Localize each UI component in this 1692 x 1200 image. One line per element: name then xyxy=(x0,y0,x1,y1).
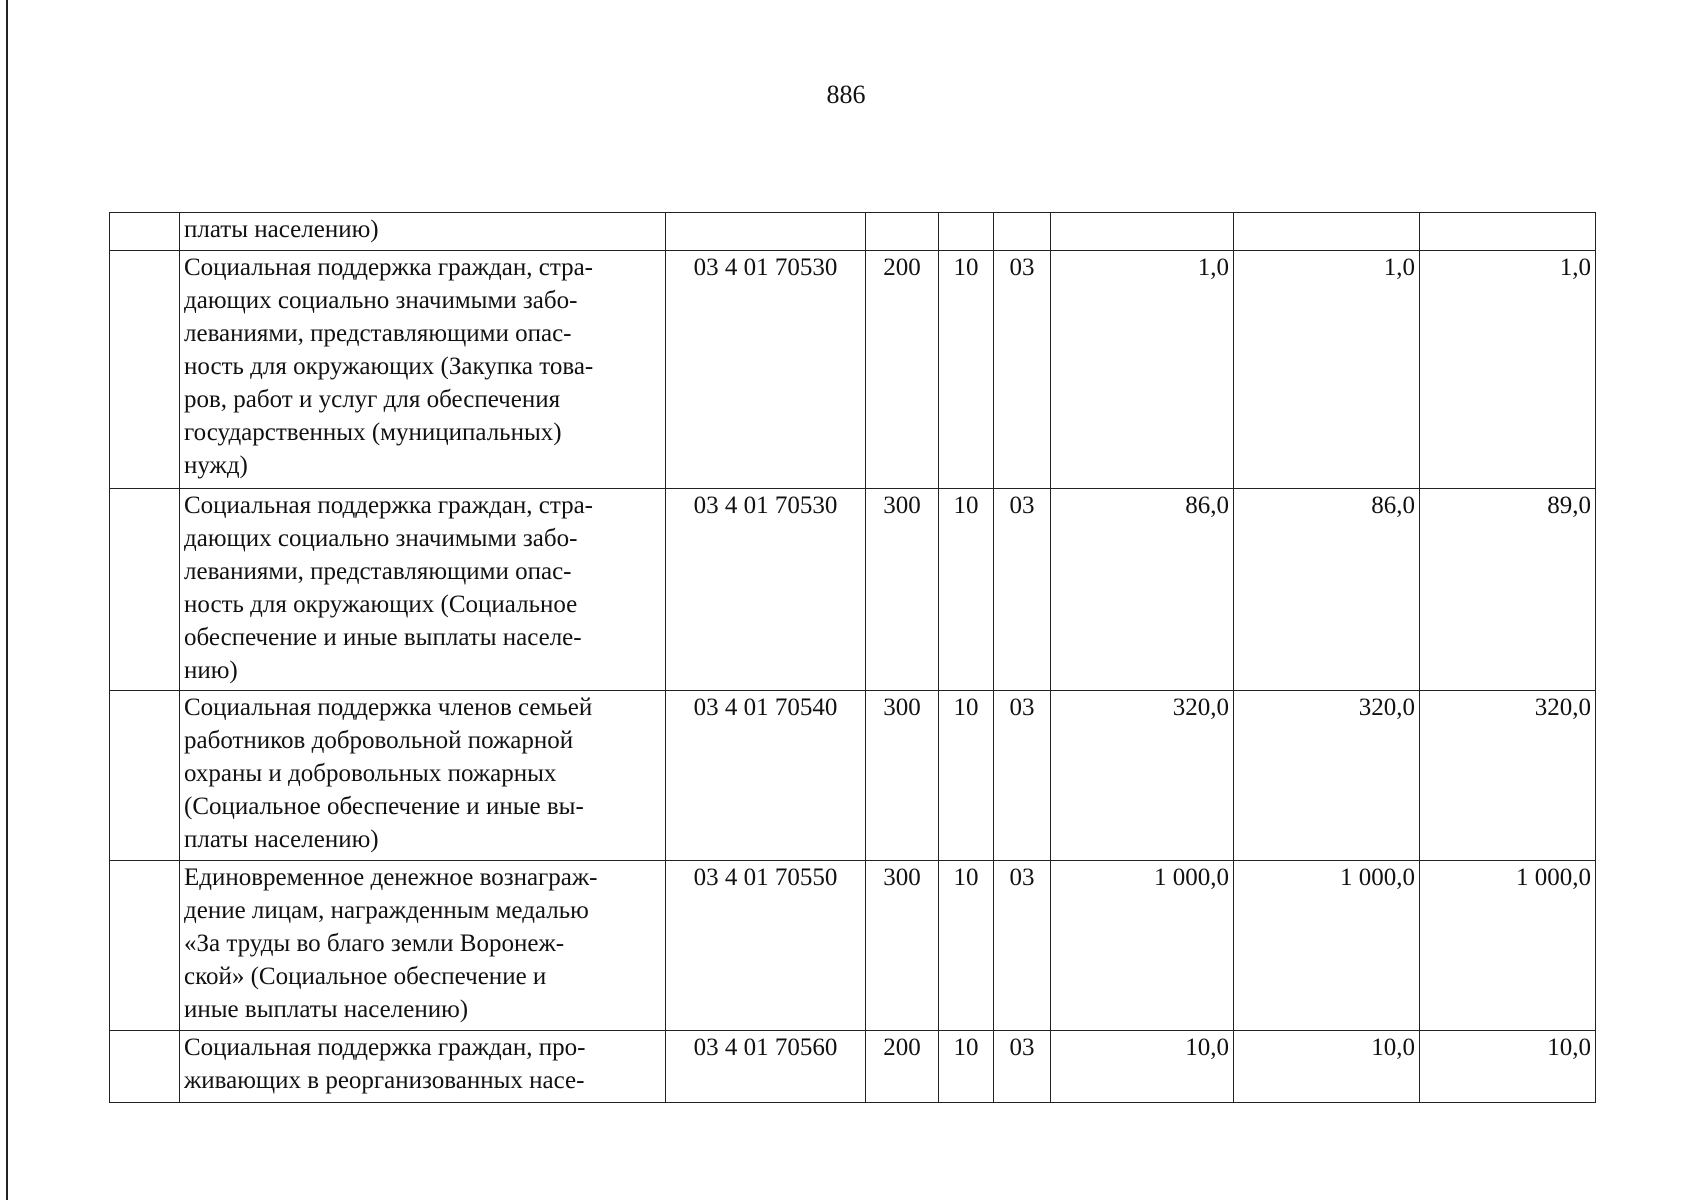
page-left-edge-rule xyxy=(6,0,8,1200)
row-number-cell xyxy=(110,489,180,691)
amount-year-2-cell: 1 000,0 xyxy=(1234,861,1420,1031)
amount-year-1-cell: 1 000,0 xyxy=(1051,861,1234,1031)
description-line: обеспечение и иные выплаты населе- xyxy=(184,624,582,651)
subsection-cell: 03 xyxy=(994,251,1051,489)
amount-year-3-cell: 10,0 xyxy=(1420,1031,1596,1103)
amount-year-3-cell: 1 000,0 xyxy=(1420,861,1596,1031)
description-line: «За труды во благо земли Воронеж- xyxy=(184,930,565,957)
description-line: Социальная поддержка членов семьей xyxy=(184,694,593,721)
description-line: Социальная поддержка граждан, стра- xyxy=(184,492,593,519)
target-article-cell: 03 4 01 70540 xyxy=(666,691,866,861)
description-line: государственных (муниципальных) xyxy=(184,419,562,446)
target-article-cell: 03 4 01 70530 xyxy=(666,251,866,489)
subsection-cell xyxy=(994,213,1051,251)
amount-year-2-cell: 320,0 xyxy=(1234,691,1420,861)
description-line: ность для окружающих (Закупка това- xyxy=(184,353,594,380)
table-row xyxy=(110,251,1596,489)
amount-year-1-cell xyxy=(1051,213,1234,251)
amount-year-2-cell xyxy=(1234,213,1420,251)
section-cell: 10 xyxy=(939,861,994,1031)
description-cell xyxy=(180,251,666,489)
expense-type-cell: 200 xyxy=(866,1031,939,1103)
row-number-cell xyxy=(110,861,180,1031)
description-line: работников добровольной пожарной xyxy=(184,727,574,754)
amount-year-2-cell: 1,0 xyxy=(1234,251,1420,489)
amount-year-1-cell: 86,0 xyxy=(1051,489,1234,691)
description-line: платы населению) xyxy=(184,216,379,243)
description-cell xyxy=(180,1031,666,1103)
subsection-cell: 03 xyxy=(994,489,1051,691)
table-row xyxy=(110,1031,1596,1103)
budget-table xyxy=(109,212,1596,1103)
description-cell xyxy=(180,861,666,1031)
page-number: 886 xyxy=(826,80,866,109)
amount-year-1-cell: 320,0 xyxy=(1051,691,1234,861)
row-number-cell xyxy=(110,1031,180,1103)
description-line: Единовременное денежное вознаграж- xyxy=(184,864,598,891)
description-line: (Социальное обеспечение и иные вы- xyxy=(184,793,584,820)
expense-type-cell xyxy=(866,213,939,251)
description-line: нужд) xyxy=(184,452,248,479)
description-line: леваниями, представляющими опас- xyxy=(184,558,572,585)
amount-year-2-cell: 10,0 xyxy=(1234,1031,1420,1103)
amount-year-3-cell xyxy=(1420,213,1596,251)
subsection-cell: 03 xyxy=(994,1031,1051,1103)
expense-type-cell: 200 xyxy=(866,251,939,489)
expense-type-cell: 300 xyxy=(866,691,939,861)
description-line: платы населению) xyxy=(184,826,379,853)
description-line: иные выплаты населению) xyxy=(184,996,469,1023)
description-line: живающих в реорганизованных насе- xyxy=(184,1067,585,1094)
amount-year-2-cell: 86,0 xyxy=(1234,489,1420,691)
table-row xyxy=(110,489,1596,691)
section-cell: 10 xyxy=(939,691,994,861)
section-cell: 10 xyxy=(939,489,994,691)
budget-table-body xyxy=(110,213,1596,1103)
row-number-cell xyxy=(110,691,180,861)
amount-year-3-cell: 1,0 xyxy=(1420,251,1596,489)
table-row xyxy=(110,213,1596,251)
description-cell xyxy=(180,691,666,861)
description-cell xyxy=(180,213,666,251)
description-cell xyxy=(180,489,666,691)
section-cell: 10 xyxy=(939,251,994,489)
amount-year-3-cell: 320,0 xyxy=(1420,691,1596,861)
subsection-cell: 03 xyxy=(994,861,1051,1031)
description-line: Социальная поддержка граждан, про- xyxy=(184,1034,586,1061)
target-article-cell: 03 4 01 70530 xyxy=(666,489,866,691)
target-article-cell xyxy=(666,213,866,251)
table-row xyxy=(110,691,1596,861)
target-article-cell: 03 4 01 70550 xyxy=(666,861,866,1031)
section-cell xyxy=(939,213,994,251)
description-line: нию) xyxy=(184,657,238,684)
amount-year-1-cell: 1,0 xyxy=(1051,251,1234,489)
description-line: ров, работ и услуг для обеспечения xyxy=(184,386,561,413)
amount-year-1-cell: 10,0 xyxy=(1051,1031,1234,1103)
target-article-cell: 03 4 01 70560 xyxy=(666,1031,866,1103)
subsection-cell: 03 xyxy=(994,691,1051,861)
expense-type-cell: 300 xyxy=(866,489,939,691)
description-line: ской» (Социальное обеспечение и xyxy=(184,963,547,990)
description-line: Социальная поддержка граждан, стра- xyxy=(184,254,593,281)
description-line: дение лицам, награжденным медалью xyxy=(184,897,589,924)
description-line: дающих социально значимыми забо- xyxy=(184,287,578,314)
table-row xyxy=(110,861,1596,1031)
section-cell: 10 xyxy=(939,1031,994,1103)
description-line: охраны и добровольных пожарных xyxy=(184,760,557,787)
row-number-cell xyxy=(110,251,180,489)
row-number-cell xyxy=(110,213,180,251)
description-line: дающих социально значимыми забо- xyxy=(184,525,578,552)
amount-year-3-cell: 89,0 xyxy=(1420,489,1596,691)
description-line: ность для окружающих (Социальное xyxy=(184,591,578,618)
description-line: леваниями, представляющими опас- xyxy=(184,320,572,347)
expense-type-cell: 300 xyxy=(866,861,939,1031)
